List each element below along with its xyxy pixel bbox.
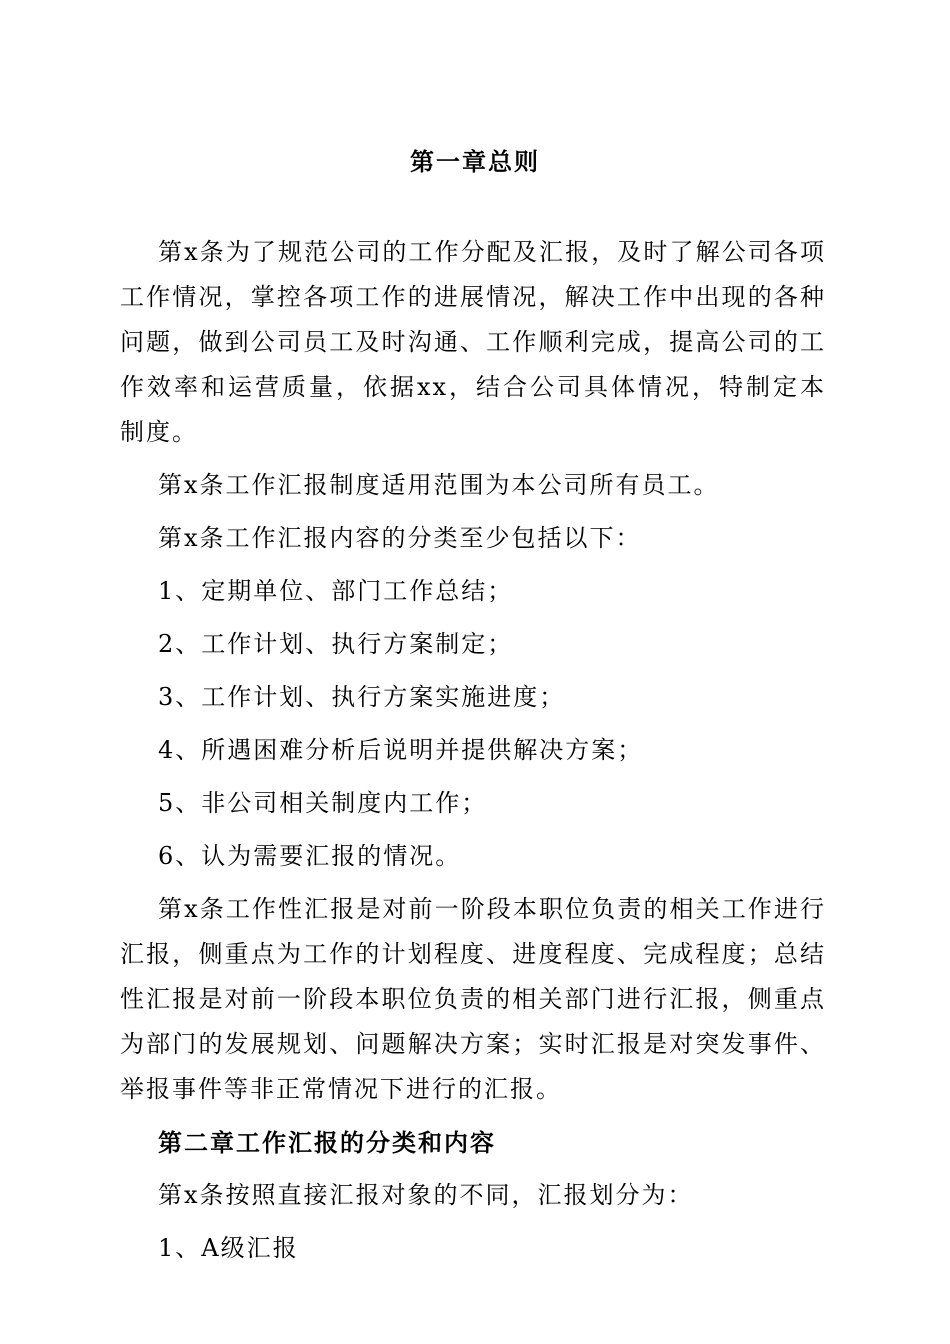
paragraph-scope: 第x条工作汇报制度适用范围为本公司所有员工。 — [158, 471, 720, 499]
chapter-two-heading: 第二章工作汇报的分类和内容 — [158, 1128, 496, 1157]
paragraph-report-types: 第x条工作性汇报是对前一阶段本职位负责的相关工作进行汇报，侧重点为工作的计划程度、进度程度、完成程度；总结性汇报是对前一阶段本职位负责的相关部门进行汇报，侧重点为部门的发展规划、问题解决方案；实时汇报是对突发事件、举报事件等非正常情况下进行的汇报。 — [120, 895, 826, 1103]
list-item: 3、工作计划、执行方案实施进度； — [158, 683, 566, 711]
list-item: 4、所遇困难分析后说明并提供解决方案； — [158, 736, 644, 764]
list-item: 6、认为需要汇报的情况。 — [158, 842, 462, 870]
list-item: 2、工作计划、执行方案制定； — [158, 630, 514, 658]
chapter-title: 第一章总则 — [410, 147, 540, 176]
list-item: 1、A级汇报 — [158, 1234, 299, 1262]
list-item: 1、定期单位、部门工作总结； — [158, 577, 514, 605]
list-item: 5、非公司相关制度内工作； — [158, 789, 488, 817]
paragraph-content-categories: 第x条工作汇报内容的分类至少包括以下： — [158, 524, 642, 552]
paragraph-report-division: 第x条按照直接汇报对象的不同，汇报划分为： — [158, 1181, 694, 1209]
document-body — [120, 230, 826, 1279]
paragraph-purpose: 第x条为了规范公司的工作分配及汇报，及时了解公司各项工作情况，掌控各项工作的进展情况，解决工作中出现的各种问题，做到公司员工及时沟通、工作顺利完成，提高公司的工作效率和运营质量，依据xx，结合公司具体情况，特制定本制度。 — [120, 238, 826, 446]
